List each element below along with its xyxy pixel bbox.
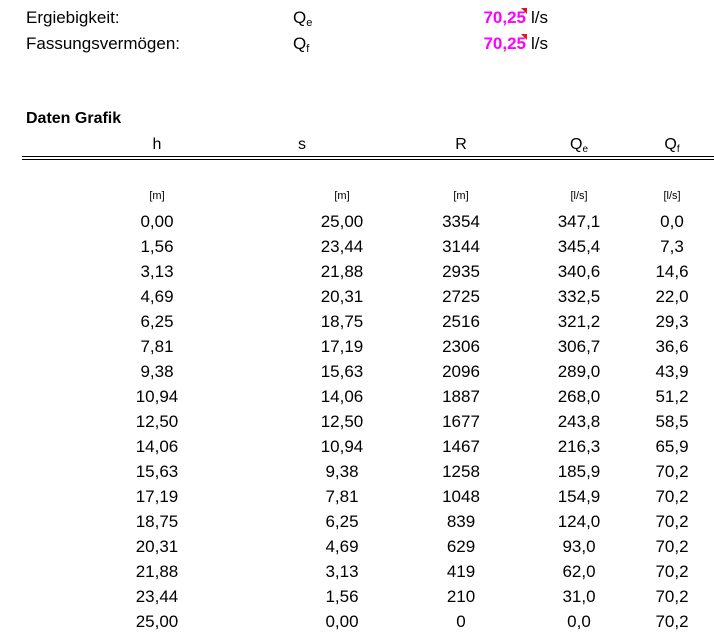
table-row <box>0 509 714 534</box>
header-double-rule-bottom <box>22 159 714 160</box>
cell-r[interactable]: 839 <box>446 512 476 531</box>
table-row <box>0 409 714 434</box>
cell-h[interactable]: 12,50 <box>135 412 179 431</box>
ergiebigkeit-symbol-main: Q <box>293 8 307 27</box>
cell-r[interactable]: 1677 <box>442 412 480 431</box>
cell-qe[interactable]: 321,2 <box>557 312 601 331</box>
cell-r[interactable]: 1887 <box>442 387 480 406</box>
cell-h[interactable]: 23,44 <box>135 587 179 606</box>
fassungsvermoegen-symbol-main: Q <box>293 34 307 53</box>
ergiebigkeit-unit[interactable]: l/s <box>531 8 548 27</box>
cell-qe[interactable]: 340,6 <box>557 262 601 281</box>
cell-qe[interactable]: 347,1 <box>557 212 601 231</box>
table-row <box>0 234 714 259</box>
fassungsvermoegen-value: 70,25 <box>483 34 526 53</box>
cell-s[interactable]: 25,00 <box>320 212 364 231</box>
cell-qf[interactable]: 51,2 <box>655 387 689 406</box>
cell-h[interactable]: 4,69 <box>140 287 174 306</box>
fassungsvermoegen-unit[interactable]: l/s <box>531 34 548 53</box>
cell-qe[interactable]: 332,5 <box>557 287 601 306</box>
cell-qe[interactable]: 124,0 <box>557 512 601 531</box>
cell-qe[interactable]: 306,7 <box>557 337 601 356</box>
cell-h[interactable]: 17,19 <box>135 487 179 506</box>
header-qf-main: Q <box>664 136 677 153</box>
fassungsvermoegen-value-cell[interactable] <box>446 34 526 54</box>
cell-h[interactable]: 14,06 <box>135 437 179 456</box>
cell-h[interactable]: 21,88 <box>135 562 179 581</box>
cell-qf[interactable]: 0,0 <box>660 212 684 231</box>
units-row <box>0 184 714 209</box>
cell-qf[interactable]: 70,2 <box>655 587 689 606</box>
table-row <box>0 334 714 359</box>
table-row <box>0 434 714 459</box>
cell-r[interactable]: 2306 <box>442 337 480 356</box>
unit-s[interactable]: [m] <box>334 190 350 202</box>
ergiebigkeit-symbol-sub: e <box>306 17 313 29</box>
cell-qe[interactable]: 0,0 <box>567 612 591 631</box>
cell-r[interactable]: 210 <box>446 587 476 606</box>
cell-s[interactable]: 23,44 <box>320 237 364 256</box>
cell-qf[interactable]: 36,6 <box>655 337 689 356</box>
header-r[interactable]: R <box>455 136 467 153</box>
cell-qe[interactable]: 243,8 <box>557 412 601 431</box>
cell-qf[interactable]: 29,3 <box>655 312 689 331</box>
unit-qf[interactable]: [l/s] <box>663 190 681 202</box>
cell-qe[interactable]: 62,0 <box>562 562 596 581</box>
cell-s[interactable]: 17,19 <box>320 337 364 356</box>
cell-qf[interactable]: 70,2 <box>655 487 689 506</box>
cell-s[interactable]: 12,50 <box>320 412 364 431</box>
cell-qe[interactable]: 268,0 <box>557 387 601 406</box>
cell-qe[interactable]: 93,0 <box>562 537 596 556</box>
cell-h[interactable]: 3,13 <box>140 262 174 281</box>
cell-r[interactable]: 2935 <box>442 262 480 281</box>
ergiebigkeit-label[interactable]: Ergiebigkeit: <box>26 8 120 27</box>
table-row <box>0 209 714 234</box>
header-qf-sub: f <box>676 144 680 155</box>
table-row <box>0 484 714 509</box>
unit-h[interactable]: [m] <box>149 190 165 202</box>
header-s[interactable]: s <box>298 136 306 153</box>
cell-qf[interactable]: 14,6 <box>655 262 689 281</box>
fassungsvermoegen-symbol-sub: f <box>306 43 310 55</box>
table-row <box>0 584 714 609</box>
cell-qe[interactable]: 345,4 <box>557 237 601 256</box>
cell-s[interactable]: 10,94 <box>320 437 364 456</box>
table-row <box>0 459 714 484</box>
cell-r[interactable]: 1048 <box>442 487 480 506</box>
cell-r[interactable]: 0 <box>456 612 466 631</box>
cell-s[interactable]: 1,56 <box>325 587 359 606</box>
cell-qf[interactable]: 65,9 <box>655 437 689 456</box>
cell-qf[interactable]: 58,5 <box>655 412 689 431</box>
ergiebigkeit-symbol[interactable] <box>293 8 312 33</box>
cell-h[interactable]: 15,63 <box>135 462 179 481</box>
header-double-rule-top <box>22 156 714 157</box>
cell-qf[interactable]: 43,9 <box>655 362 689 381</box>
cell-r[interactable]: 3144 <box>442 237 480 256</box>
cell-s[interactable]: 15,63 <box>320 362 364 381</box>
table-row <box>0 534 714 559</box>
cell-s[interactable]: 6,25 <box>325 512 359 531</box>
cell-s[interactable]: 18,75 <box>320 312 364 331</box>
cell-s[interactable]: 3,13 <box>325 562 359 581</box>
cell-s[interactable]: 20,31 <box>320 287 364 306</box>
fassungsvermoegen-label[interactable]: Fassungsvermögen: <box>26 34 181 53</box>
cell-qf[interactable]: 70,2 <box>655 612 689 631</box>
cell-s[interactable]: 7,81 <box>325 487 359 506</box>
ergiebigkeit-value: 70,25 <box>483 8 526 27</box>
table-row <box>0 609 714 634</box>
cell-s[interactable]: 21,88 <box>320 262 364 281</box>
cell-h[interactable]: 9,38 <box>140 362 174 381</box>
cell-qe[interactable]: 216,3 <box>557 437 601 456</box>
comment-indicator-icon[interactable] <box>521 34 527 40</box>
cell-s[interactable]: 14,06 <box>320 387 364 406</box>
cell-r[interactable]: 2725 <box>442 287 480 306</box>
cell-s[interactable]: 0,00 <box>325 612 359 631</box>
fassungsvermoegen-symbol[interactable] <box>293 34 309 59</box>
section-title[interactable]: Daten Grafik <box>26 110 122 127</box>
table-row <box>0 384 714 409</box>
ergiebigkeit-value-cell[interactable] <box>446 8 526 28</box>
cell-qf[interactable]: 7,3 <box>660 237 684 256</box>
unit-r[interactable]: [m] <box>453 190 469 202</box>
cell-h[interactable]: 18,75 <box>135 512 179 531</box>
cell-r[interactable]: 1258 <box>442 462 480 481</box>
header-qe-sub: e <box>582 144 588 155</box>
cell-qf[interactable]: 22,0 <box>655 287 689 306</box>
cell-h[interactable]: 20,31 <box>135 537 179 556</box>
cell-qe[interactable]: 289,0 <box>557 362 601 381</box>
table-row <box>0 259 714 284</box>
cell-r[interactable]: 2096 <box>442 362 480 381</box>
header-h[interactable]: h <box>152 136 162 153</box>
cell-s[interactable]: 4,69 <box>325 537 359 556</box>
cell-h[interactable]: 0,00 <box>140 212 174 231</box>
cell-h[interactable]: 6,25 <box>140 312 174 331</box>
table-row <box>0 309 714 334</box>
cell-r[interactable]: 3354 <box>442 212 480 231</box>
cell-h[interactable]: 1,56 <box>140 237 174 256</box>
cell-qf[interactable]: 70,2 <box>655 562 689 581</box>
cell-h[interactable]: 25,00 <box>135 612 179 631</box>
header-qe-main: Q <box>569 136 583 153</box>
cell-qe[interactable]: 154,9 <box>557 487 601 506</box>
cell-h[interactable]: 10,94 <box>135 387 179 406</box>
comment-indicator-icon[interactable] <box>521 8 527 14</box>
cell-h[interactable]: 7,81 <box>140 337 174 356</box>
cell-s[interactable]: 9,38 <box>325 462 359 481</box>
table-row <box>0 359 714 384</box>
cell-r[interactable]: 419 <box>446 562 476 581</box>
cell-qf[interactable]: 70,2 <box>655 462 689 481</box>
cell-qf[interactable]: 70,2 <box>655 537 689 556</box>
cell-r[interactable]: 2516 <box>442 312 480 331</box>
table-row <box>0 284 714 309</box>
cell-qf[interactable]: 70,2 <box>655 512 689 531</box>
cell-r[interactable]: 629 <box>446 537 476 556</box>
cell-qe[interactable]: 31,0 <box>562 587 596 606</box>
cell-r[interactable]: 1467 <box>442 437 480 456</box>
unit-qe[interactable]: [l/s] <box>570 190 588 202</box>
cell-qe[interactable]: 185,9 <box>557 462 601 481</box>
table-row <box>0 559 714 584</box>
